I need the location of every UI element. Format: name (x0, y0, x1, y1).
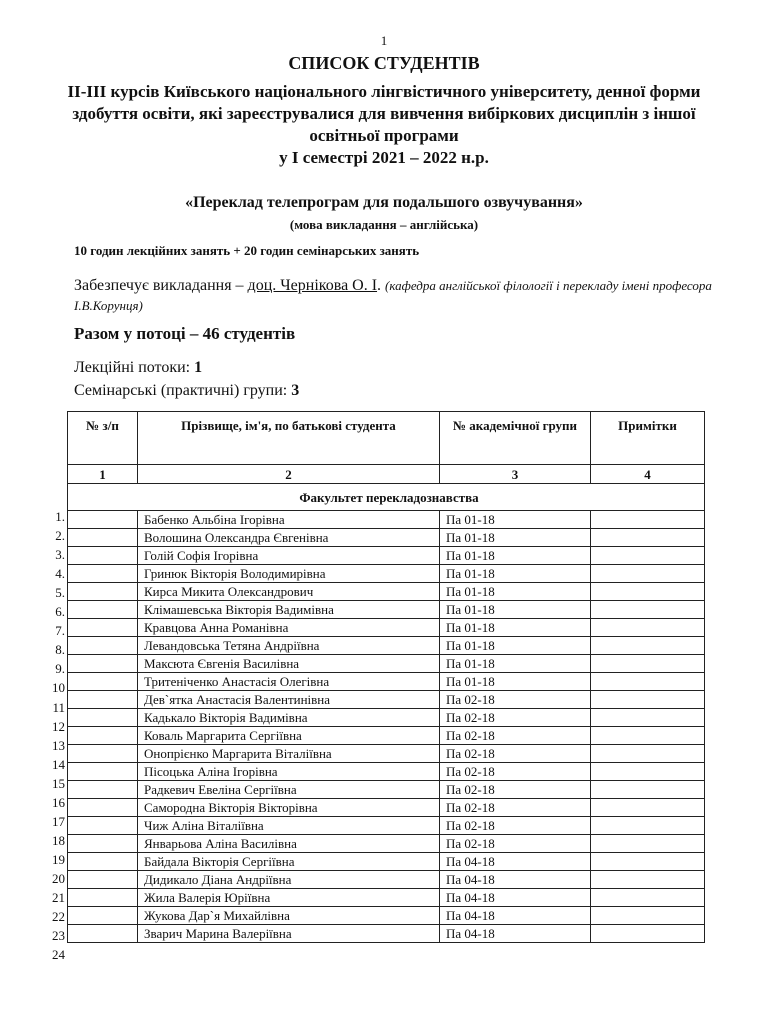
notes-cell (591, 565, 705, 583)
student-index-cell (68, 637, 138, 655)
row-number: 9. (55, 661, 65, 677)
student-index-cell (68, 655, 138, 673)
student-name-cell: Голій Софія Ігорівна (138, 547, 440, 565)
student-index-cell (68, 673, 138, 691)
hours-info: 10 годин лекційних занять + 20 годин семінарських занять (74, 243, 420, 258)
student-name-cell: Жила Валерія Юріївна (138, 889, 440, 907)
student-index-cell (68, 547, 138, 565)
header-notes: Примітки (591, 412, 705, 465)
group-cell: Па 01-18 (440, 583, 591, 601)
group-cell: Па 01-18 (440, 637, 591, 655)
student-index-cell (68, 745, 138, 763)
notes-cell (591, 889, 705, 907)
notes-cell (591, 637, 705, 655)
table-row (68, 889, 705, 907)
group-cell: Па 01-18 (440, 511, 591, 529)
group-cell: Па 04-18 (440, 889, 591, 907)
student-index-cell (68, 817, 138, 835)
group-cell: Па 04-18 (440, 853, 591, 871)
table-row (68, 853, 705, 871)
student-name-cell: Январьова Аліна Василівна (138, 835, 440, 853)
table-row (68, 817, 705, 835)
student-name-cell: Левандовська Тетяна Андріївна (138, 637, 440, 655)
group-cell: Па 01-18 (440, 655, 591, 673)
group-cell: Па 02-18 (440, 691, 591, 709)
student-name-cell: Онопрієнко Маргарита Віталіївна (138, 745, 440, 763)
group-cell: Па 02-18 (440, 727, 591, 745)
student-index-cell (68, 799, 138, 817)
student-index-cell (68, 529, 138, 547)
row-number: 14 (52, 756, 65, 772)
course-language: (мова викладання – англійська) (289, 217, 479, 232)
lecture-streams-value: 1 (194, 359, 203, 376)
group-cell: Па 04-18 (440, 925, 591, 943)
table-row (68, 871, 705, 889)
student-name-cell: Бабенко Альбіна Ігорівна (138, 511, 440, 529)
notes-cell (591, 853, 705, 871)
teacher-prefix: Забезпечує викладання – (74, 277, 248, 294)
table-row (68, 601, 705, 619)
table-row (68, 673, 705, 691)
notes-cell (591, 583, 705, 601)
group-cell: Па 01-18 (440, 547, 591, 565)
student-index-cell (68, 925, 138, 943)
student-name-cell: Тритеніченко Анастасія Олегівна (138, 673, 440, 691)
group-cell: Па 01-18 (440, 673, 591, 691)
row-number: 10 (52, 680, 65, 696)
faculty-row (68, 484, 705, 511)
subtitle-line: здобуття освіти, які зареєструвалися для вивчення вибіркових дисциплін з іншої (72, 104, 696, 123)
notes-cell (591, 925, 705, 943)
row-number: 4. (55, 566, 65, 582)
department: (кафедра англійської філології і перекладу імені професора І.В.Корунця) (74, 278, 712, 313)
row-number: 18 (52, 832, 65, 848)
student-index-cell (68, 583, 138, 601)
notes-cell (591, 601, 705, 619)
student-name-cell: Кравцова Анна Романівна (138, 619, 440, 637)
teacher-name: доц. Чернікова О. І (247, 277, 378, 294)
student-name-cell: Зварич Марина Валеріївна (138, 925, 440, 943)
faculty-name: Факультет перекладознавства (68, 484, 705, 511)
table-row (68, 799, 705, 817)
student-index-cell (68, 511, 138, 529)
group-cell: Па 01-18 (440, 529, 591, 547)
row-number: 23 (52, 928, 65, 944)
lecture-streams (74, 359, 202, 377)
header-number: № з/п (68, 412, 138, 465)
group-cell: Па 01-18 (440, 601, 591, 619)
row-number: 19 (52, 851, 65, 867)
student-name-cell: Клімашевська Вікторія Вадимівна (138, 601, 440, 619)
table-row (68, 511, 705, 529)
table-row (68, 835, 705, 853)
notes-cell (591, 619, 705, 637)
student-name-cell: Волошина Олександра Євгенівна (138, 529, 440, 547)
row-number: 20 (52, 870, 65, 886)
student-index-cell (68, 871, 138, 889)
row-number: 2. (55, 528, 65, 544)
table-row (68, 565, 705, 583)
lecture-streams-label: Лекційні потоки: (74, 359, 195, 376)
column-number: 1 (68, 465, 138, 484)
student-index-cell (68, 907, 138, 925)
student-index-cell (68, 781, 138, 799)
notes-cell (591, 655, 705, 673)
row-number: 3. (55, 547, 65, 563)
student-name-cell: Кадькало Вікторія Вадимівна (138, 709, 440, 727)
notes-cell (591, 799, 705, 817)
student-name-cell: Самородна Вікторія Вікторівна (138, 799, 440, 817)
seminar-groups-value: 3 (291, 382, 300, 399)
student-name-cell: Жукова Дар`я Михайлівна (138, 907, 440, 925)
student-name-cell: Коваль Маргарита Сергіївна (138, 727, 440, 745)
table-row (68, 691, 705, 709)
row-number: 17 (52, 813, 65, 829)
table-header-row (68, 412, 705, 465)
notes-cell (591, 745, 705, 763)
student-index-cell (68, 835, 138, 853)
course-title: «Переклад телепрограм для подальшого озвучування» (185, 194, 583, 211)
student-index-cell (68, 565, 138, 583)
table-row (68, 709, 705, 727)
seminar-groups-label: Семінарські (практичні) групи: (74, 382, 292, 399)
table-row (68, 619, 705, 637)
student-index-cell (68, 727, 138, 745)
group-cell: Па 02-18 (440, 709, 591, 727)
student-name-cell: Байдала Вікторія Сергіївна (138, 853, 440, 871)
student-index-cell (68, 691, 138, 709)
column-number-row (68, 465, 705, 484)
header-group: № академічної групи (440, 412, 591, 465)
subtitle-line: у І семестрі 2021 – 2022 н.р. (279, 148, 489, 167)
notes-cell (591, 511, 705, 529)
group-cell: Па 02-18 (440, 763, 591, 781)
student-name-cell: Дидикало Діана Андріївна (138, 871, 440, 889)
group-cell: Па 01-18 (440, 619, 591, 637)
subtitle-line: ІІ-ІІІ курсів Київського національного лінгвістичного університету, денної форми (67, 82, 701, 101)
row-number: 22 (52, 909, 65, 925)
group-cell: Па 02-18 (440, 745, 591, 763)
student-name-cell: Дев`ятка Анастасія Валентинівна (138, 691, 440, 709)
notes-cell (591, 691, 705, 709)
row-number: 12 (52, 718, 65, 734)
student-index-cell (68, 889, 138, 907)
row-number: 5. (55, 585, 65, 601)
table-row (68, 907, 705, 925)
total-students: Разом у потоці – 46 студентів (74, 324, 296, 343)
student-index-cell (68, 709, 138, 727)
column-number: 3 (440, 465, 591, 484)
notes-cell (591, 781, 705, 799)
student-name-cell: Пісоцька Аліна Ігорівна (138, 763, 440, 781)
notes-cell (591, 673, 705, 691)
row-number: 15 (52, 775, 65, 791)
group-cell: Па 01-18 (440, 565, 591, 583)
table-row (68, 547, 705, 565)
student-name-cell: Гринюк Вікторія Володимирівна (138, 565, 440, 583)
teacher-info (74, 276, 714, 316)
group-cell: Па 02-18 (440, 781, 591, 799)
student-index-cell (68, 853, 138, 871)
group-cell: Па 04-18 (440, 907, 591, 925)
header-name: Прізвище, ім'я, по батькові студента (138, 412, 440, 465)
row-number: 7. (55, 623, 65, 639)
group-cell: Па 02-18 (440, 817, 591, 835)
student-index-cell (68, 619, 138, 637)
table-row (68, 637, 705, 655)
page-number: 1 (380, 33, 388, 48)
document-title: СПИСОК СТУДЕНТІВ (288, 53, 480, 73)
table-row (68, 583, 705, 601)
group-cell: Па 02-18 (440, 799, 591, 817)
notes-cell (591, 817, 705, 835)
seminar-groups (74, 382, 299, 400)
student-name-cell: Чиж Аліна Віталіївна (138, 817, 440, 835)
table-row (68, 745, 705, 763)
column-number: 4 (591, 465, 705, 484)
table-row (68, 763, 705, 781)
table-row (68, 529, 705, 547)
notes-cell (591, 529, 705, 547)
group-cell: Па 02-18 (440, 835, 591, 853)
row-number: 8. (55, 642, 65, 658)
table-row (68, 925, 705, 943)
row-number: 1. (55, 509, 65, 524)
notes-cell (591, 727, 705, 745)
notes-cell (591, 907, 705, 925)
student-name-cell: Максюта Євгенія Василівна (138, 655, 440, 673)
notes-cell (591, 871, 705, 889)
table-row (68, 781, 705, 799)
row-number: 24 (52, 947, 65, 963)
notes-cell (591, 709, 705, 727)
row-number: 13 (52, 737, 65, 753)
row-number: 11 (52, 699, 65, 715)
student-index-cell (68, 601, 138, 619)
group-cell: Па 04-18 (440, 871, 591, 889)
students-table (67, 411, 705, 943)
student-name-cell: Радкевич Евеліна Сергіївна (138, 781, 440, 799)
student-name-cell: Кирса Микита Олександрович (138, 583, 440, 601)
column-number: 2 (138, 465, 440, 484)
teacher-dot: . (377, 277, 386, 294)
notes-cell (591, 835, 705, 853)
notes-cell (591, 763, 705, 781)
table-row (68, 655, 705, 673)
row-number: 6. (55, 604, 65, 620)
subtitle-line: освітньої програми (309, 126, 459, 145)
student-index-cell (68, 763, 138, 781)
table-row (68, 727, 705, 745)
row-number: 16 (52, 794, 65, 810)
row-number: 21 (52, 890, 65, 905)
notes-cell (591, 547, 705, 565)
